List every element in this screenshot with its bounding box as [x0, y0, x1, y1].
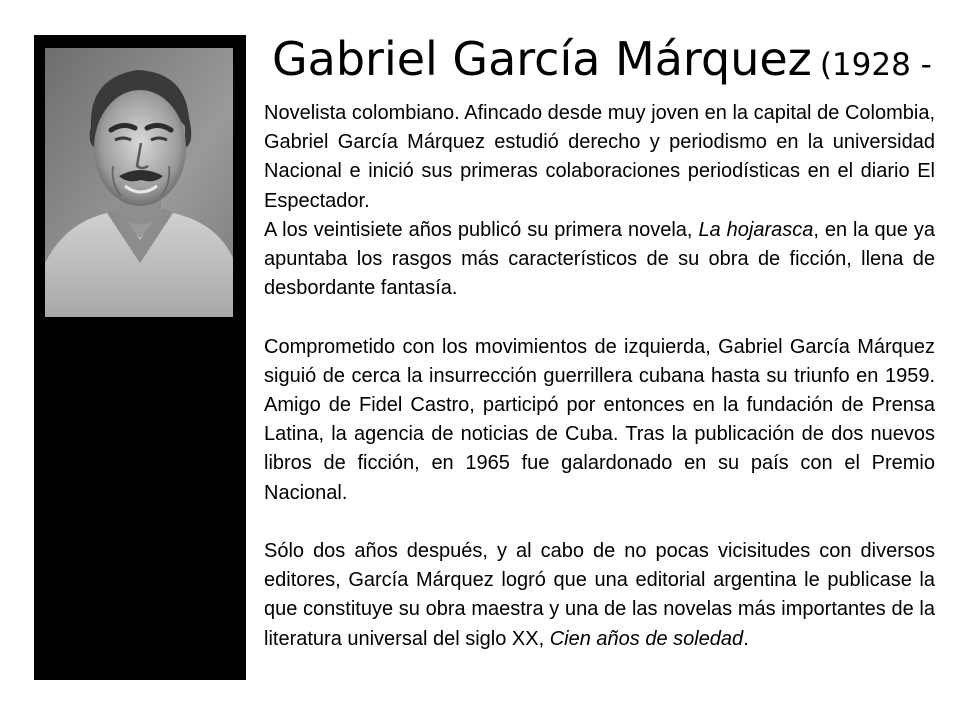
paragraph-2-text: A los veintisiete años publicó su primera novela,: [264, 218, 699, 241]
author-years: (1928 -: [819, 47, 932, 83]
author-portrait-photo: [45, 48, 233, 317]
paragraph-4-text-end: .: [743, 627, 749, 650]
paragraph-2: [264, 216, 935, 304]
book-title-la-hojarasca: La hojarasca: [698, 218, 814, 241]
paragraph-4-text: Sólo dos años después, y al cabo de no pocas vicisitudes con diversos editores, García Márquez logró que una editorial argentina le publicase la que constituye su obra maestra y una de las novelas más importantes de la literatura universal del siglo XX,: [264, 540, 935, 650]
paragraph-1: Novelista colombiano. Afincado desde muy joven en la capital de Colombia, Gabriel García Márquez estudió derecho y periodismo en la universidad Nacional e inició sus primeras colaboraciones periodísticas en el diario El Espectador.: [264, 102, 935, 212]
biography-text: [264, 99, 935, 654]
page-title: [272, 32, 932, 86]
paragraph-2-text-end: , en la que ya apuntaba los rasgos más característicos de su obra de ficción, llena de desbordante fantasía.: [264, 218, 935, 300]
paragraph-3: Comprometido con los movimientos de izquierda, Gabriel García Márquez siguió de cerca la insurrección guerrillera cubana hasta su triunfo en 1959. Amigo de Fidel Castro, participó por entonces en la fundación de Prensa Latina, la agencia de noticias de Cuba. Tras la publicación de dos nuevos libros de ficción, en 1965 fue galardonado en su país con el Premio Nacional.: [264, 335, 935, 504]
author-name: Gabriel García Márquez: [272, 32, 812, 86]
paragraph-4: [264, 537, 935, 654]
portrait-illustration: [45, 48, 233, 317]
book-title-cien-anos-de-soledad: Cien años de soledad: [549, 627, 744, 650]
